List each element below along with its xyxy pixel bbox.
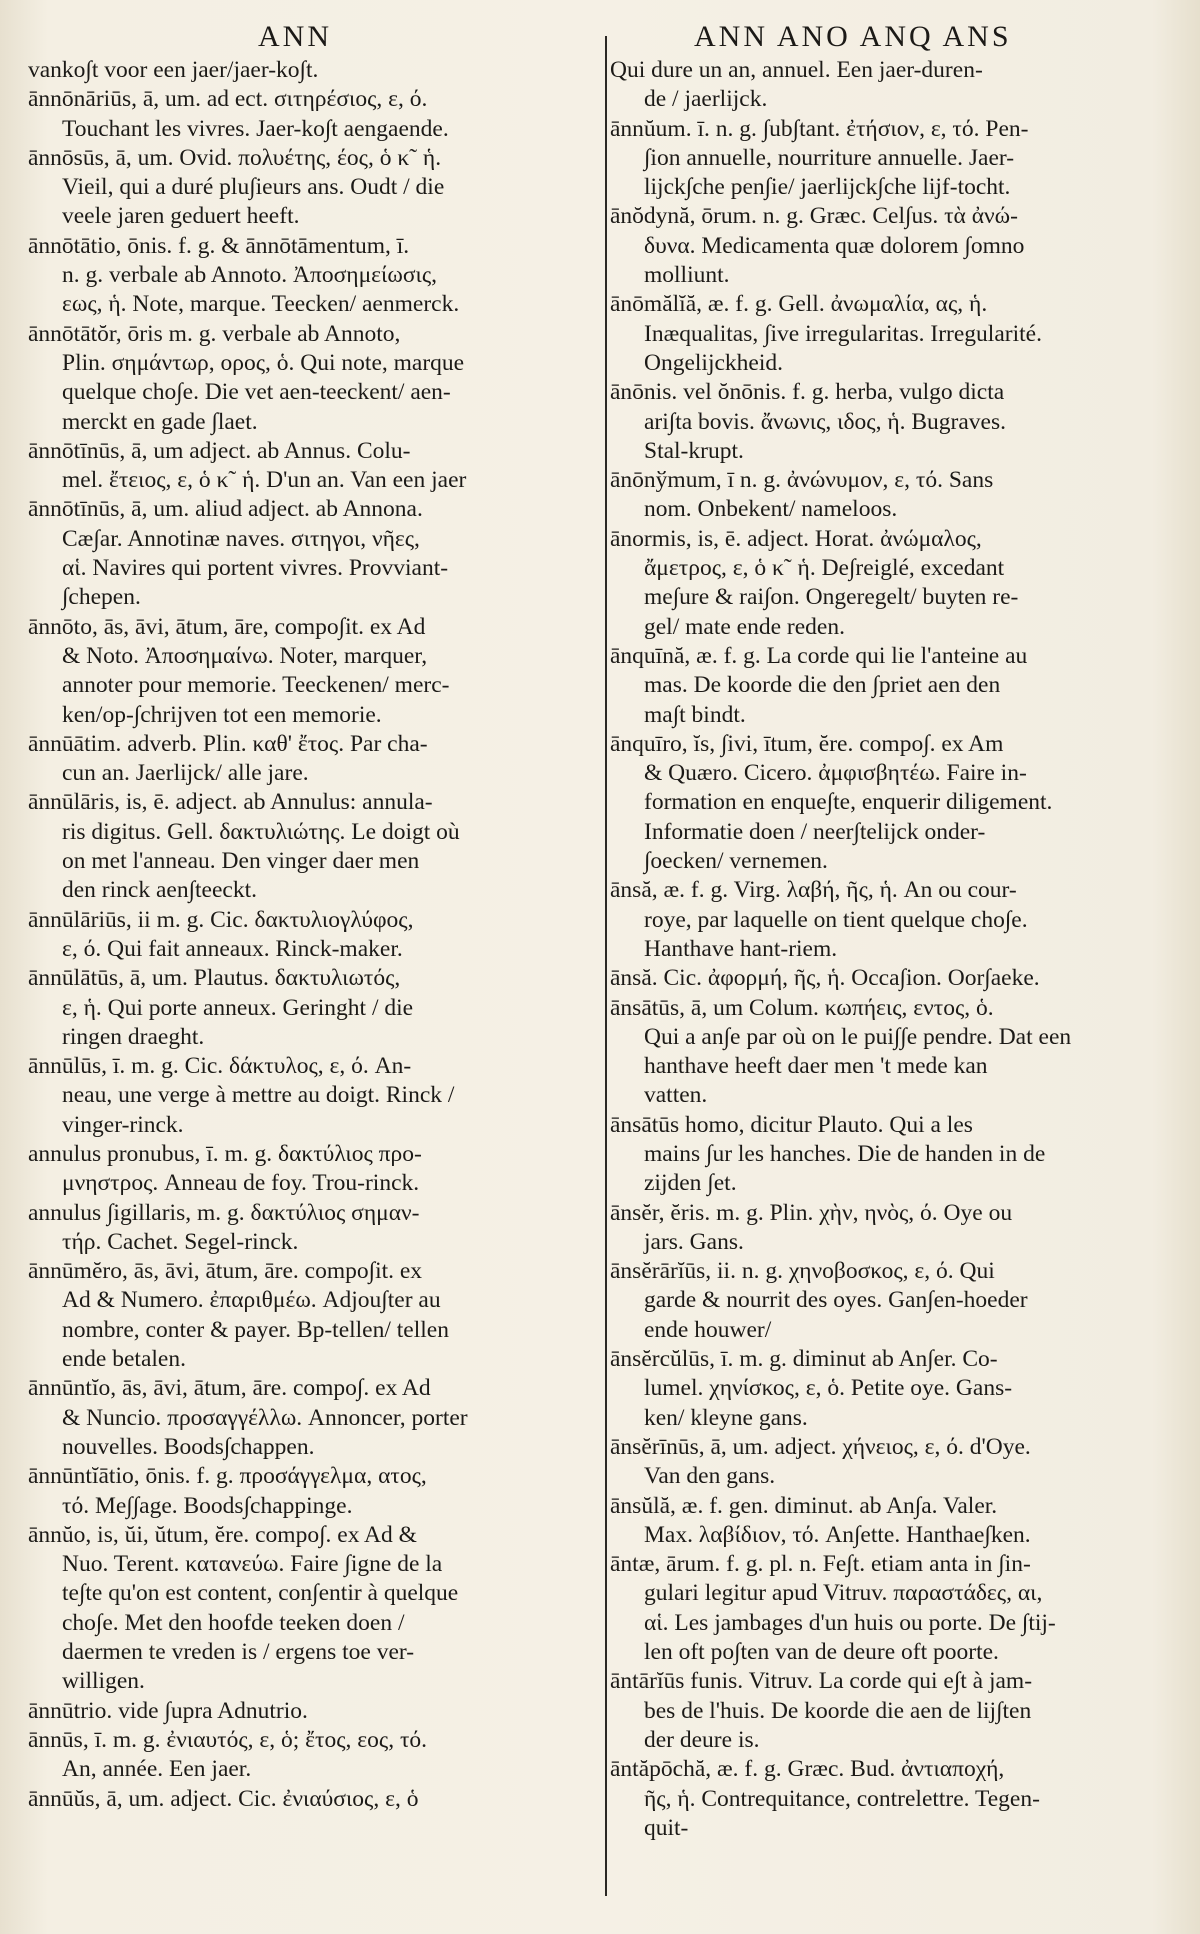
entry-line: εως, ἡ. Note, marque. Teecken/ aenmerck. [62, 291, 460, 318]
dictionary-entry [610, 994, 1170, 1111]
entry-line: ānnŭum. ī. n. g. ∫ub∫tant. ἐτήσιον, ε, τό. Pen- [610, 115, 1029, 142]
dictionary-entry [28, 1726, 593, 1785]
entry-line: Ad & Numero. ἐπαριθμέω. Adjou∫ter au [62, 1287, 441, 1314]
dictionary-entry [28, 1199, 593, 1258]
dictionary-entry [610, 1667, 1170, 1755]
entry-line: der deure is. [644, 1726, 760, 1753]
entry-line: ānsātūs homo, dicitur Plauto. Qui a les [610, 1111, 973, 1138]
entry-line: ānnūlātūs, ā, um. Plautus. δακτυλιωτός, [28, 965, 401, 992]
entry-line: Ongelijckheid. [644, 349, 784, 376]
entry-line: ānnūlāris, is, ē. adject. ab Annulus: annula- [28, 789, 433, 816]
entry-line: ānnōtātŏr, ōris m. g. verbale ab Annoto, [28, 320, 401, 347]
entry-line: gel/ mate ende reden. [644, 613, 845, 640]
dictionary-entry [28, 495, 593, 612]
entry-line: ānōnis. vel ŏnōnis. f. g. herba, vulgo dicta [610, 379, 1005, 406]
entry-line: quit- [644, 1814, 689, 1841]
entry-line: ari∫ta bovis. ἄνωνις, ιδος, ἡ. Bugraves. [644, 408, 1007, 435]
dictionary-entry [610, 876, 1170, 964]
dictionary-entry [610, 642, 1170, 730]
entry-line: Stal-krupt. [644, 437, 744, 464]
entry-line: veele jaren geduert heeft. [62, 203, 300, 230]
entry-line: τήρ. Cachet. Segel-rinck. [62, 1228, 299, 1255]
entry-line: vanko∫t voor een jaer/jaer-ko∫t. [28, 57, 319, 83]
entry-line: ma∫t bindt. [644, 701, 746, 728]
left-column [28, 56, 593, 1814]
right-column [610, 56, 1170, 1843]
running-header [0, 20, 1200, 58]
dictionary-entry [28, 232, 593, 320]
entry-line: ε, ἡ. Qui porte anneux. Geringht / die [62, 994, 414, 1021]
entry-line: ānnŭo, is, ŭi, ŭtum, ĕre. compo∫. ex Ad & [28, 1521, 417, 1548]
entry-line: den rinck aen∫teeckt. [62, 877, 257, 904]
entry-line: ris digitus. Gell. δακτυλιώτης. Le doigt où [62, 818, 460, 845]
entry-line: ῆς, ἡ. Contrequitance, contrelettre. Tegen- [644, 1785, 1040, 1812]
entry-line: neau, une verge à mettre au doigt. Rinck / [62, 1082, 455, 1109]
dictionary-entry [28, 1697, 593, 1726]
entry-line: daermen te vreden is / ergens toe ver- [62, 1639, 415, 1666]
entry-line: willigen. [62, 1668, 145, 1695]
dictionary-entry [28, 1521, 593, 1697]
entry-line: & Quæro. Cicero. ἀμφισβητέω. Faire in- [644, 760, 1027, 787]
dictionary-entry [28, 56, 593, 85]
entry-line: mel. ἔτειος, ε, ὁ κ῀ ἡ. D'un an. Van een jaer [62, 467, 467, 494]
entry-line: me∫ure & rai∫on. Ongeregelt/ buyten re- [644, 584, 1019, 611]
entry-line: āntārĭūs funis. Vitruv. La corde qui e∫t à jam- [610, 1668, 1033, 1695]
entry-line: ānnūlāriūs, ii m. g. Cic. δακτυλιογλύφος, [28, 906, 414, 933]
entry-line: ānnūs, ī. m. g. ἐνιαυτός, ε, ὁ; ἔτος, εος, τό. [28, 1726, 428, 1753]
dictionary-entry [610, 1550, 1170, 1667]
entry-line: ken/ kleyne gans. [644, 1404, 808, 1431]
dictionary-entry [610, 56, 1170, 115]
dictionary-entry [28, 144, 593, 232]
dictionary-entry [610, 1257, 1170, 1345]
entry-line: merckt en gade ∫laet. [62, 408, 258, 435]
entry-line: ānsă. Cic. ἀφορμή, ῆς, ἡ. Occa∫ion. Oor∫aeke. [610, 965, 1040, 992]
entry-line: quelque cho∫e. Die vet aen-teeckent/ aen- [62, 379, 451, 406]
entry-line: ānquīro, ĭs, ∫ivi, ītum, ĕre. compo∫. ex Am [610, 730, 1004, 757]
entry-line: bes de l'huis. De koorde die aen de lij∫ten [644, 1697, 1032, 1724]
entry-line: μνηστρος. Anneau de foy. Trou-rinck. [62, 1170, 420, 1197]
dictionary-entry [28, 1785, 593, 1814]
entry-line: len oft po∫ten van de deure oft poorte. [644, 1639, 999, 1666]
dictionary-entry [610, 115, 1170, 203]
entry-line: jars. Gans. [644, 1228, 744, 1255]
header-left: ANN [258, 20, 332, 53]
entry-line: ānsĕrīnūs, ā, um. adject. χήνειος, ε, ό. d'Oye. [610, 1433, 1031, 1460]
dictionary-entry [28, 1257, 593, 1374]
dictionary-entry [610, 730, 1170, 876]
dictionary-entry [28, 788, 593, 905]
entry-line: nom. Onbekent/ nameloos. [644, 496, 898, 523]
entry-line: Qui dure un an, annuel. Een jaer-duren- [610, 57, 983, 83]
dictionary-entry [610, 1755, 1170, 1843]
entry-line: ānnūntĭātio, ōnis. f. g. προσάγγελμα, ατος, [28, 1463, 427, 1490]
entry-line: ānnūlūs, ī. m. g. Cic. δάκτυλος, ε, ό. An- [28, 1053, 412, 1080]
entry-line: ānnōtīnūs, ā, um. aliud adject. ab Annona. [28, 496, 423, 523]
entry-line: mas. De koorde die den ∫priet aen den [644, 672, 1001, 699]
dictionary-entry [28, 1374, 593, 1462]
dictionary-entry [28, 1462, 593, 1521]
dictionary-entry [610, 1111, 1170, 1199]
dictionary-entry [610, 466, 1170, 525]
entry-line: de / jaerlijck. [644, 86, 768, 113]
dictionary-entry [610, 964, 1170, 993]
dictionary-entry [28, 1140, 593, 1199]
entry-line: ānsă, æ. f. g. Virg. λαβή, ῆς, ἡ. An ou cour- [610, 877, 1017, 904]
entry-line: ende houwer/ [644, 1316, 772, 1343]
entry-line: āntæ, ārum. f. g. pl. n. Fe∫t. etiam anta in ∫in- [610, 1551, 1031, 1578]
dictionary-entry [610, 378, 1170, 466]
entry-line: Hanthave hant-riem. [644, 935, 838, 962]
entry-line: ānnūntĭo, ās, āvi, ātum, āre. compo∫. ex Ad [28, 1375, 431, 1402]
header-right: ANN ANO ANQ ANS [694, 20, 1012, 53]
entry-line: zijden ∫et. [644, 1170, 737, 1197]
entry-line: Van den gans. [644, 1463, 776, 1490]
entry-line: ānquīnă, æ. f. g. La corde qui lie l'anteine au [610, 642, 1028, 669]
column-divider [605, 36, 607, 1896]
dictionary-entry [610, 1199, 1170, 1258]
dictionary-entry [610, 525, 1170, 642]
dictionary-entry [28, 437, 593, 496]
entry-line: Inæqualitas, ∫ive irregularitas. Irregularité. [644, 320, 1042, 347]
entry-line: ānsātūs, ā, um Colum. κωπήεις, εντος, ὁ. [610, 994, 994, 1021]
dictionary-entry [610, 290, 1170, 378]
dictionary-entry [28, 730, 593, 789]
entry-line: ende betalen. [62, 1346, 186, 1373]
dictionary-entry [28, 613, 593, 730]
entry-line: vatten. [644, 1082, 708, 1109]
dictionary-entry [610, 1492, 1170, 1551]
entry-line: ānnōnāriūs, ā, um. ad ect. σιτηρέσιος, ε, ό. [28, 86, 428, 113]
entry-line: n. g. verbale ab Annoto. Ἀποσημείωσις, [62, 262, 438, 289]
entry-line: & Nuncio. προσαγγέλλω. Annoncer, porter [62, 1404, 468, 1431]
entry-line: ānnūtrio. vide ∫upra Adnutrio. [28, 1697, 308, 1724]
entry-line: annulus ∫igillaris, m. g. δακτύλιος σημαν- [28, 1199, 420, 1226]
dictionary-entry [610, 202, 1170, 290]
entry-line: ānnōto, ās, āvi, ātum, āre, compo∫it. ex Ad [28, 613, 426, 640]
entry-line: An, année. Een jaer. [62, 1756, 252, 1783]
entry-line: ε, ό. Qui fait anneaux. Rinck-maker. [62, 935, 403, 962]
entry-line: ∫chepen. [62, 584, 141, 611]
entry-line: Informatie doen / neer∫telijck onder- [644, 818, 986, 845]
dictionary-entry [610, 1433, 1170, 1492]
entry-line: ānōmălĭă, æ. f. g. Gell. ἀνωμαλία, ας, ἡ. [610, 291, 988, 318]
entry-line: ānnōsūs, ā, um. Ovid. πολυέτης, έος, ὁ κ῀ ἡ. [28, 144, 442, 171]
entry-line: ānnōtātio, ōnis. f. g. & ānnōtāmentum, ī. [28, 232, 410, 259]
entry-line: Nuo. Terent. κατανεύω. Faire ∫igne de la [62, 1551, 443, 1578]
dictionary-entry [28, 85, 593, 144]
entry-line: ānnūmĕro, ās, āvi, ātum, āre. compo∫it. ex [28, 1258, 423, 1285]
entry-line: ∫ion annuelle, nourriture annuelle. Jaer- [644, 144, 1015, 171]
entry-line: Plin. σημάντωρ, ορος, ὁ. Qui note, marque [62, 349, 465, 376]
entry-line: vinger-rinck. [62, 1111, 184, 1138]
entry-line: roye, par laquelle on tient quelque cho∫e. [644, 906, 1028, 933]
entry-line: Max. λαβίδιον, τό. An∫ette. Hanthae∫ken. [644, 1521, 1031, 1548]
entry-line: ānsĕrcŭlūs, ī. m. g. diminut ab An∫er. Co- [610, 1346, 998, 1373]
entry-line: ānsĕr, ĕris. m. g. Plin. χὴν, ηνὸς, ό. Oye ou [610, 1199, 1013, 1226]
entry-line: cun an. Jaerlijck/ alle jare. [62, 760, 309, 787]
entry-line: ānnūātim. adverb. Plin. καθ' ἔτος. Par cha- [28, 730, 428, 757]
entry-line: ānnūŭs, ā, um. adject. Cic. ἐνιαύσιος, ε, ὁ [28, 1785, 419, 1812]
dictionary-entry [28, 906, 593, 965]
entry-line: nombre, conter & payer. Bp-tellen/ tellen [62, 1316, 449, 1343]
entry-line: ānsĕrārĭūs, ii. n. g. χηνοβοσκος, ε, ό. Qui [610, 1258, 995, 1285]
entry-line: ∫oecken/ vernemen. [644, 848, 828, 875]
dictionary-entry [28, 1052, 593, 1140]
entry-line: Touchant les vivres. Jaer-ko∫t aengaende. [62, 115, 449, 142]
entry-line: ānsŭlă, æ. f. gen. diminut. ab An∫a. Valer. [610, 1492, 998, 1519]
entry-line: Cæ∫ar. Annotinæ naves. σιτηγοι, νῆες, [62, 525, 420, 552]
dictionary-entry [610, 1345, 1170, 1433]
entry-line: annoter pour memorie. Teeckenen/ merc- [62, 672, 450, 699]
entry-line: ἄμετρος, ε, ὁ κ῀ ἡ. De∫reiglé, excedant [644, 555, 1005, 582]
entry-line: mains ∫ur les hanches. Die de handen in de [644, 1140, 1046, 1167]
entry-line: αἱ. Les jambages d'un huis ou porte. De ∫tij- [644, 1609, 1056, 1636]
entry-line: ken/op-∫chrijven tot een memorie. [62, 701, 382, 728]
entry-line: τό. Me∫∫age. Boods∫chappinge. [62, 1492, 353, 1519]
entry-line: āntăpōchă, æ. f. g. Græc. Bud. ἀντιαποχή, [610, 1756, 1005, 1783]
dictionary-entry [28, 320, 593, 437]
entry-line: garde & nourrit des oyes. Gan∫en-hoeder [644, 1287, 1028, 1314]
entry-line: hanthave heeft daer men 't mede kan [644, 1053, 988, 1080]
entry-line: cho∫e. Met den hoofde teeken doen / [62, 1609, 405, 1636]
entry-line: & Noto. Ἀποσημαίνω. Noter, marquer, [62, 642, 428, 669]
entry-line: annulus pronubus, ī. m. g. δακτύλιος προ- [28, 1140, 422, 1167]
entry-line: ānōnўmum, ī n. g. ἀνώνυμον, ε, τό. Sans [610, 467, 994, 494]
entry-line: nouvelles. Boods∫chappen. [62, 1433, 315, 1460]
entry-line: molliunt. [644, 262, 730, 289]
entry-line: ānnōtīnūs, ā, um adject. ab Annus. Colu- [28, 437, 411, 464]
entry-line: on met l'anneau. Den vinger daer men [62, 848, 420, 875]
entry-line: Vieil, qui a duré plu∫ieurs ans. Oudt / die [62, 174, 445, 201]
entry-line: αἱ. Navires qui portent vivres. Provviant- [62, 555, 449, 582]
entry-line: formation en enque∫te, enquerir diligement. [644, 789, 1053, 816]
entry-line: ringen draeght. [62, 1023, 205, 1050]
entry-line: Qui a an∫e par où on le pui∫∫e pendre. Dat een [644, 1023, 1072, 1050]
entry-line: te∫te qu'on est content, con∫entir à quelque [62, 1580, 459, 1607]
entry-line: δυνα. Medicamenta quæ dolorem ∫omno [644, 232, 1025, 259]
dictionary-entry [28, 964, 593, 1052]
entry-line: ānŏdynă, ōrum. n. g. Græc. Cel∫us. τὰ ἀνώ- [610, 203, 1018, 230]
entry-line: ānormis, is, ē. adject. Horat. ἀνώμαλος, [610, 525, 982, 552]
entry-line: lijck∫che pen∫ie/ jaerlijck∫che lijf-tocht. [644, 174, 1011, 201]
entry-line: lumel. χηνίσκος, ε, ὁ. Petite oye. Gans- [644, 1375, 1013, 1402]
entry-line: gulari legitur apud Vitruv. παραστάδες, αι, [644, 1580, 1043, 1607]
